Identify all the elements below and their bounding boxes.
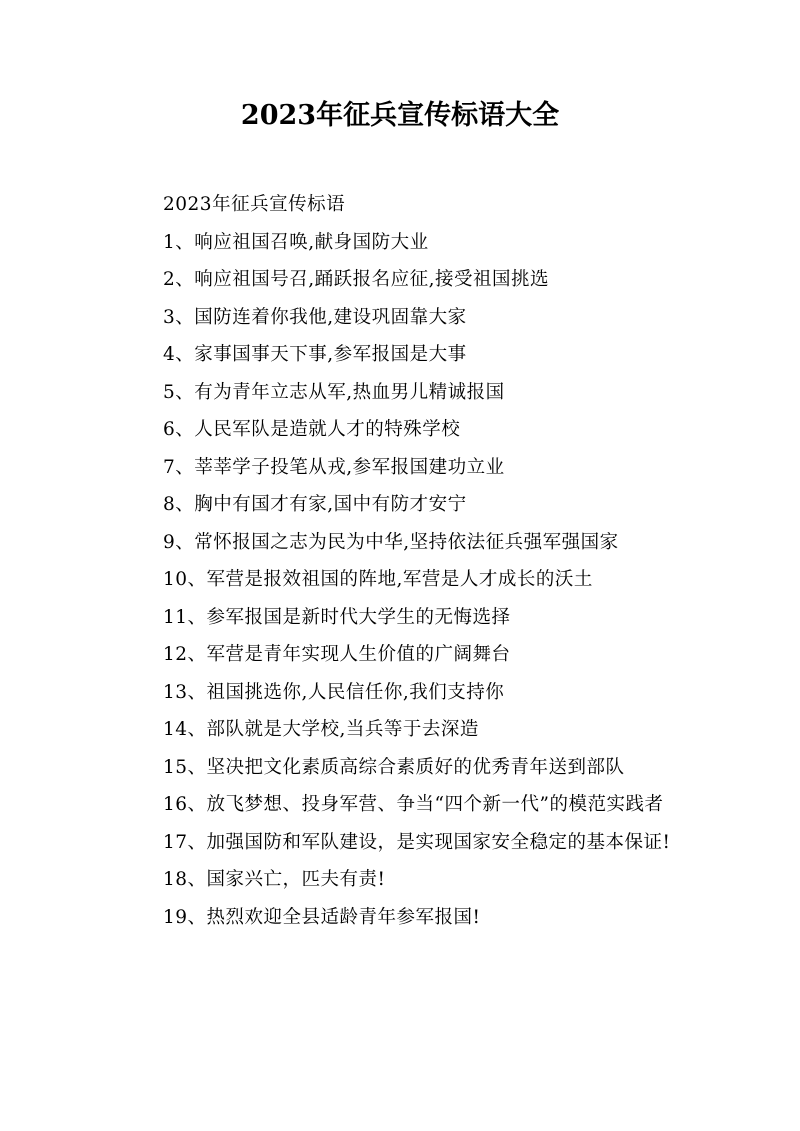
slogan-item: 2、响应祖国号召,踊跃报名应征,接受祖国挑选: [163, 269, 550, 290]
slogan-item: 8、胸中有国才有家,国中有防才安宁: [163, 494, 467, 515]
slogan-item: 19、热烈欢迎全县适龄青年参军报国!: [163, 906, 481, 928]
slogan-item: 6、人民军队是造就人才的特殊学校: [163, 419, 461, 440]
slogan-item: 5、有为青年立志从军,热血男儿精诚报国: [163, 381, 505, 403]
document-body: [121, 186, 681, 936]
slogan-item: 3、国防连着你我他,建设巩固靠大家: [163, 306, 467, 328]
document-title: 2023年征兵宣传标语大全: [240, 100, 560, 131]
slogan-item: 13、祖国挑选你,人民信任你,我们支持你: [163, 681, 505, 703]
slogan-item: 9、常怀报国之志为民为中华,坚持依法征兵强军强国家: [163, 531, 619, 553]
slogan-item: 17、加强国防和军队建设，是实现国家安全稳定的基本保证!: [163, 831, 671, 853]
slogan-item: 4、家事国事天下事,参军报国是大事: [163, 344, 467, 365]
slogan-item: 11、参军报国是新时代大学生的无悔选择: [163, 606, 511, 628]
slogan-item: 7、莘莘学子投笔从戎,参军报国建功立业: [163, 456, 505, 478]
slogan-item: 14、部队就是大学校,当兵等于去深造: [163, 719, 479, 740]
slogan-item: 18、国家兴亡，匹夫有责!: [163, 869, 386, 890]
slogan-item: 10、军营是报效祖国的阵地,军营是人才成长的沃土: [163, 569, 593, 590]
slogan-item: 12、军营是青年实现人生价值的广阔舞台: [163, 644, 511, 665]
slogan-item: 16、放飞梦想、投身军营、争当“四个新一代”的模范实践者: [163, 794, 664, 815]
subtitle-paragraph: 2023年征兵宣传标语: [163, 194, 346, 215]
slogan-item: 15、坚决把文化素质高综合素质好的优秀青年送到部队: [163, 756, 625, 778]
slogan-item: 1、响应祖国召唤,献身国防大业: [163, 231, 429, 253]
